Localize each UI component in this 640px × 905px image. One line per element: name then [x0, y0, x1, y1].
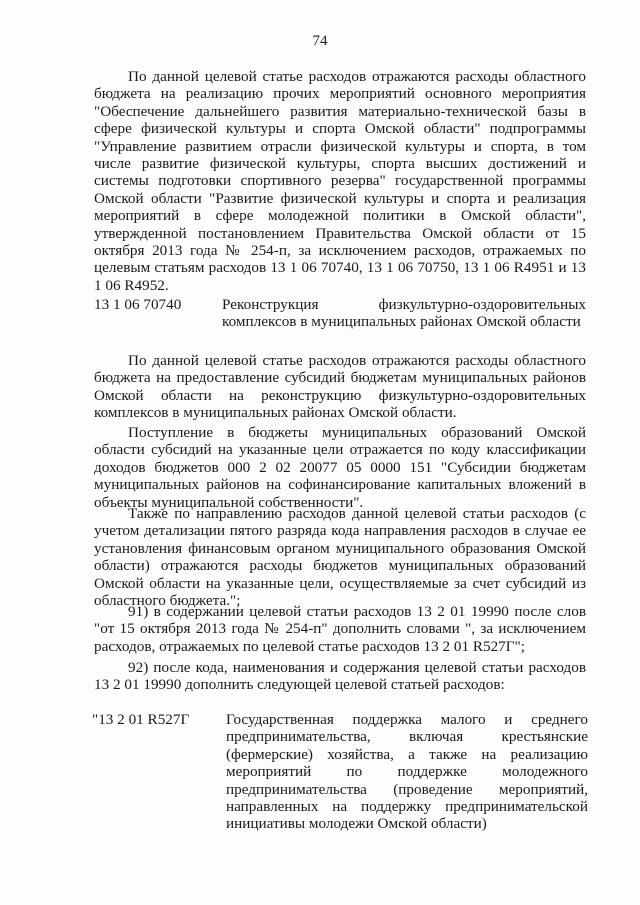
paragraph-subsidy-revenue-code: Поступление в бюджеты муниципальных образований Омской области субсидий на указанные цели отражается по коду классификации доходов бюджетов 000 2 02 20077 05 0000 151 "Субсидии бюджетам муниципальных районов на софинансирование капитальных вложений в объекты муниципальной собственности".: [94, 424, 586, 511]
target-article-title: Государственная поддержка малого и среднего предпринимательства, включая крестьянские (фермерские) хозяйства, а также на реализацию мероприятий по поддержке молодежного предпринимательства (проведение мероприятий, направленных на поддержку предпринимательской инициативы молодежи Омской области): [226, 711, 588, 833]
paragraph-municipal-expenses: Также по направлению расходов данной целевой статьи расходов (с учетом детализации пятого разряда кода направления расходов в случае ее установления финансовым органом муниципального образования Омской области) отражаются расходы бюджетов муниципальных образований Омской области на указанные цели, осуществляемые за счет субсидий из областного бюджета.";: [94, 505, 586, 610]
target-article-title: Реконструкция физкультурно-оздоровительных комплексов в муниципальных районах Омской области: [222, 296, 586, 331]
page-number: 74: [312, 33, 328, 49]
paragraph-target-article-13-1-06-description: По данной целевой статье расходов отражаются расходы областного бюджета на реализацию прочих мероприятий основного мероприятия "Обеспечение дальнейшего развития материально-технической базы в сфере физической культуры и спорта Омской области" подпрограммы "Управление развитием отрасли физической культуры и спорта, в том числе развитие физической культуры, спорта высших достижений и системы подготовки спортивного резерва" государственной программы Омской области "Развитие физической культуры и спорта и реализация мероприятий в сфере молодежной политики в Омской области", утвержденной постановлением Правительства Омской области от 15 октября 2013 года № 254-п, за исключением расходов, отражаемых по целевым статьям расходов 13 1 06 70740, 13 1 06 70750, 13 1 06 R4951 и 13 1 06 R4952.: [94, 68, 586, 294]
paragraph-item-91: 91) в содержании целевой статьи расходов 13 2 01 19990 после слов "от 15 октября 2013 года № 254-п" дополнить словами ", за исключением расходов, отражаемых по целевой статье расходов 13 2 01 R527Г";: [94, 603, 586, 655]
target-article-code: "13 2 01 R527Г: [92, 711, 190, 728]
target-article-code: 13 1 06 70740: [94, 296, 182, 313]
paragraph-reconstruction-expenses: По данной целевой статье расходов отражаются расходы областного бюджета на предоставление субсидий бюджетам муниципальных районов Омской области на реконструкцию физкультурно-оздоровительных комплексов в муниципальных районах Омской области.: [94, 352, 586, 422]
paragraph-item-92: 92) после кода, наименования и содержания целевой статьи расходов 13 2 01 19990 дополнить следующей целевой статьей расходов:: [94, 659, 586, 694]
